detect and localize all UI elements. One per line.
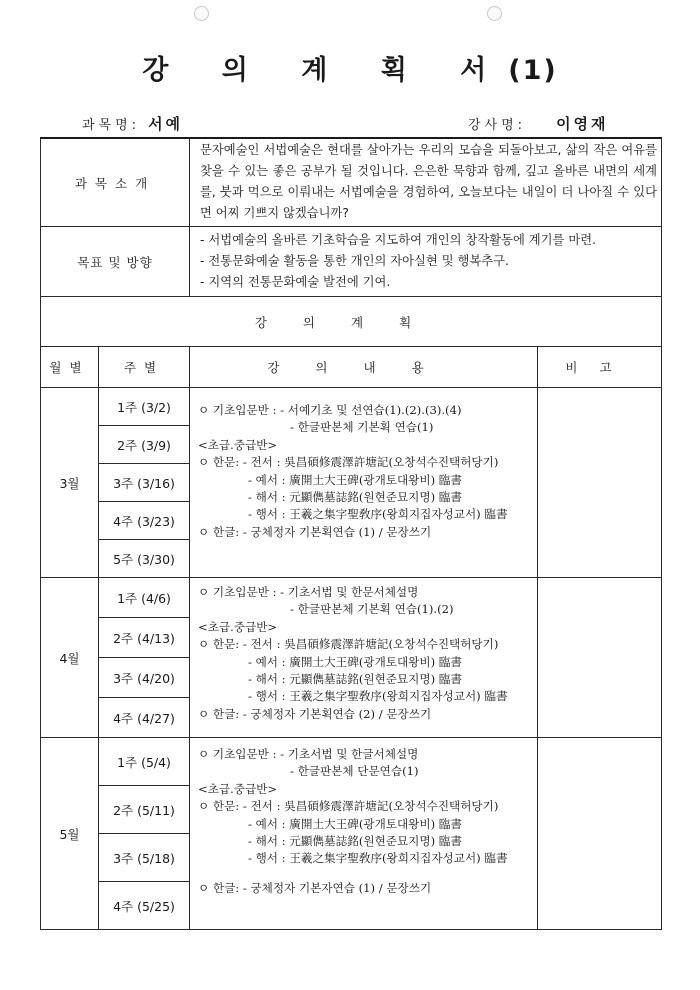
lecture-plan-table (40, 137, 662, 930)
week-cell: 3주 (3/16) (99, 464, 190, 502)
content-line: - 한글판본체 기본획 연습(1).(2) (290, 602, 454, 617)
month-march: 3월 (41, 388, 99, 578)
col-week: 주별 (99, 347, 190, 388)
may-content (190, 738, 538, 930)
march-note (538, 388, 662, 578)
may-note (538, 738, 662, 930)
intro-text: 문자예술인 서법예술은 현대를 살아가는 우리의 모습을 되돌아보고, 삶의 작은 여유를 찾을 수 있는 좋은 공부가 될 것입니다. 은은한 묵향과 함께, 깊고 올바른 내면의 세계를, 붓과 먹으로 이뤄내는 서법예술을 경험하여, 오늘보다는 내일이 더 나아질 수 있다면 어찌 기쁘지 않겠습니까? (190, 138, 662, 227)
content-line: ㅇ 한문: - 전서 : 吳昌碩修震澤許塘記(오창석수진택허당기) (198, 637, 499, 652)
week-cell: 4주 (5/25) (99, 882, 190, 930)
content-line: ㅇ 기초입문반 : - 기초서법 및 한글서체설명 (198, 747, 419, 761)
document-title (0, 48, 700, 87)
week-cell: 5주 (3/30) (99, 540, 190, 578)
week-cell: 2주 (4/13) (99, 618, 190, 658)
march-content (190, 388, 538, 578)
instructor-value: 이영재 (556, 115, 609, 133)
goal-item: - 지역의 전통문화예술 발전에 기여. (200, 275, 391, 289)
instructor-label: 강사명: (468, 118, 527, 133)
content-line: - 예서 : 廣開土大王碑(광개토대왕비) 臨書 (248, 654, 462, 669)
course-value: 서예 (148, 115, 184, 133)
april-note (538, 578, 662, 738)
content-line: <초급.중급반> (198, 437, 278, 452)
week-cell: 2주 (5/11) (99, 786, 190, 834)
col-content: 강의내용 (190, 347, 538, 388)
month-april: 4월 (41, 578, 99, 738)
content-line: ㅇ 한글: - 궁체정자 기본자연습 (1) / 문장쓰기 (198, 880, 432, 895)
content-line: <초급.중급반> (198, 619, 278, 634)
content-line: - 해서 : 元顯儁墓誌銘(원현준묘지명) 臨書 (248, 490, 462, 505)
content-line: ㅇ 한글: - 궁체정자 기본획연습 (2) / 문장쓰기 (198, 706, 432, 721)
week-cell: 3주 (5/18) (99, 834, 190, 882)
content-line: - 행서 : 王羲之集字聖敎序(왕희지집자성교서) 臨書 (248, 851, 508, 866)
punch-hole-right (487, 6, 502, 21)
content-line: <초급.중급반> (198, 781, 278, 796)
goal-item: - 전통문화예술 활동을 통한 개인의 자아실현 및 행복추구. (200, 254, 509, 268)
title-main: 강 의 계 획 서 (142, 55, 509, 86)
col-month: 월별 (41, 347, 99, 388)
content-line: ㅇ 기초입문반 : - 기초서법 및 한문서체설명 (198, 585, 419, 599)
content-line: - 해서 : 元顯儁墓誌銘(원현준묘지명) 臨書 (248, 672, 462, 687)
intro-label: 과목소개 (41, 138, 190, 227)
plan-header: 강의계획 (41, 297, 662, 347)
content-line: - 한글판본체 단문연습(1) (290, 764, 419, 779)
content-line: - 한글판본체 기본획 연습(1) (290, 420, 434, 435)
instructor-name (468, 113, 609, 134)
course-name (82, 113, 183, 134)
week-cell: 1주 (5/4) (99, 738, 190, 786)
week-cell: 3주 (4/20) (99, 658, 190, 698)
week-cell: 1주 (4/6) (99, 578, 190, 618)
content-line: - 예서 : 廣開土大王碑(광개토대왕비) 臨書 (248, 816, 462, 831)
content-line: - 예서 : 廣開土大王碑(광개토대왕비) 臨書 (248, 472, 462, 487)
month-may: 5월 (41, 738, 99, 930)
punch-hole-left (194, 6, 209, 21)
title-number: (1) (508, 55, 558, 86)
content-line: ㅇ 한글: - 궁체정자 기본획연습 (1) / 문장쓰기 (198, 524, 432, 539)
content-line: ㅇ 한문: - 전서 : 吳昌碩修震澤許塘記(오창석수진택허당기) (198, 455, 499, 470)
content-line: ㅇ 한문: - 전서 : 吳昌碩修震澤許塘記(오창석수진택허당기) (198, 799, 499, 814)
course-label: 과목명: (82, 118, 141, 133)
week-cell: 4주 (3/23) (99, 502, 190, 540)
goals-label: 목표 및 방향 (41, 227, 190, 297)
goal-item: - 서법예술의 올바른 기초학습을 지도하여 개인의 창작활동에 계기를 마련. (200, 233, 596, 247)
content-line: - 행서 : 王羲之集字聖敎序(왕희지집자성교서) 臨書 (248, 507, 508, 522)
week-cell: 4주 (4/27) (99, 698, 190, 738)
goals-list (190, 227, 662, 297)
april-content (190, 578, 538, 738)
content-line: - 행서 : 王羲之集字聖敎序(왕희지집자성교서) 臨書 (248, 689, 508, 704)
col-note: 비고 (538, 347, 662, 388)
week-cell: 2주 (3/9) (99, 426, 190, 464)
week-cell: 1주 (3/2) (99, 388, 190, 426)
content-line: ㅇ 기초입문반 : - 서예기초 및 선연습(1).(2).(3).(4) (198, 403, 462, 417)
content-line: - 해서 : 元顯儁墓誌銘(원현준묘지명) 臨書 (248, 834, 462, 849)
